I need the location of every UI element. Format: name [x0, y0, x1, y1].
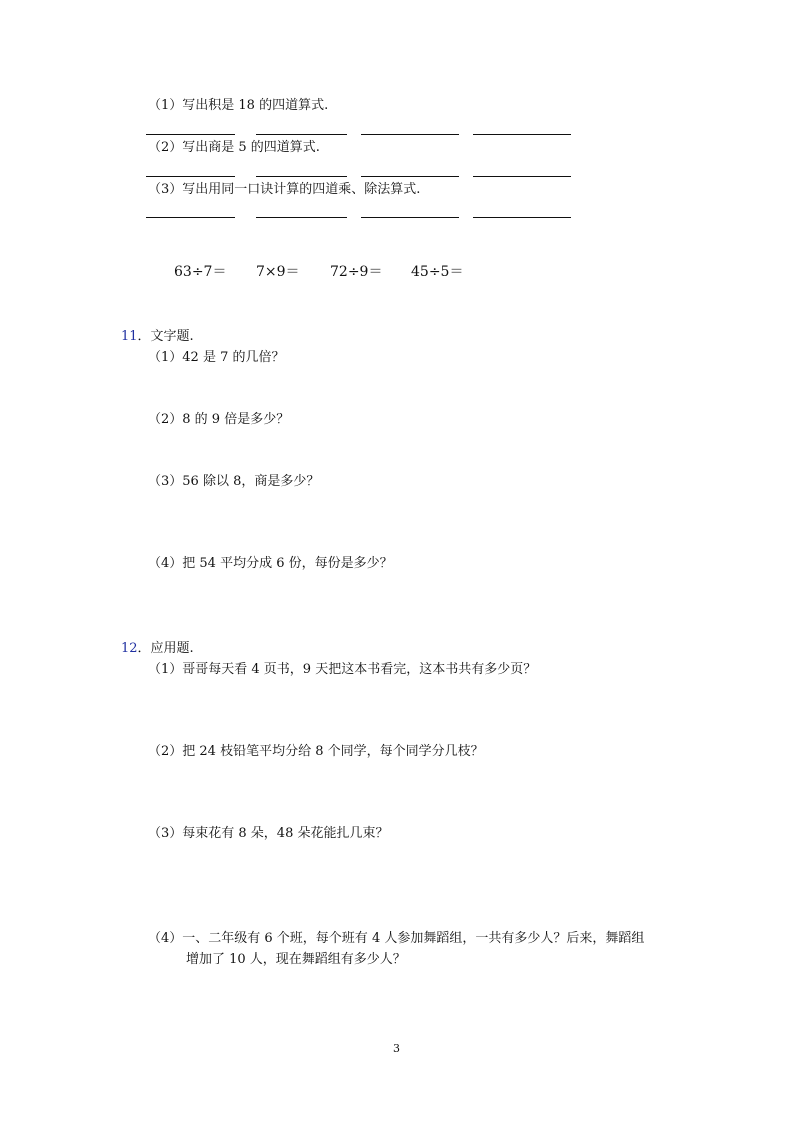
page-number: 3: [393, 1042, 400, 1055]
question-12-heading: [121, 641, 194, 657]
q12-item-4: （4）一、二年级有 6 个班，每个班有 4 人参加舞蹈组，一共有多少人？后来，舞蹈组: [148, 931, 645, 946]
q12-item-3: （3）每束花有 8 朵，48 朵花能扎几束？: [148, 826, 389, 841]
question-number: 11: [121, 329, 138, 344]
item-1-2: （2）写出商是 5 的四道算式.: [148, 140, 320, 155]
item-1-1: （1）写出积是 18 的四道算式.: [148, 98, 329, 113]
q12-item-1: （1）哥哥每天看 4 页书，9 天把这本书看完，这本书共有多少页？: [148, 662, 537, 677]
q11-item-4: （4）把 54 平均分成 6 份，每份是多少？: [148, 556, 393, 571]
question-11-heading: [121, 329, 194, 345]
answer-blank[interactable]: [473, 134, 571, 135]
answer-blank[interactable]: [361, 134, 459, 135]
answer-blank[interactable]: [361, 217, 459, 218]
answer-blank[interactable]: [146, 134, 235, 135]
calc-1: 63÷7＝: [174, 264, 227, 280]
calc-4: 45÷5＝: [411, 264, 464, 280]
answer-blank[interactable]: [256, 134, 347, 135]
calc-2: 7×9＝: [256, 264, 300, 280]
answer-blank[interactable]: [146, 217, 235, 218]
q11-item-3: （3）56 除以 8，商是多少？: [148, 474, 320, 489]
item-1-3: （3）写出用同一口诀计算的四道乘、除法算式.: [148, 182, 421, 197]
question-title: ．文字题.: [137, 329, 194, 344]
answer-blank[interactable]: [473, 217, 571, 218]
q12-item-2: （2）把 24 枝铅笔平均分给 8 个同学，每个同学分几枝？: [148, 744, 484, 759]
answer-blank[interactable]: [256, 176, 347, 177]
q11-item-1: （1）42 是 7 的几倍？: [148, 350, 285, 365]
q12-item-4-continued: 增加了 10 人，现在舞蹈组有多少人？: [186, 952, 406, 967]
answer-blank[interactable]: [146, 176, 235, 177]
answer-blank[interactable]: [361, 176, 459, 177]
q11-item-2: （2）8 的 9 倍是多少？: [148, 412, 290, 427]
question-title: ．应用题.: [137, 641, 194, 656]
answer-blank[interactable]: [256, 217, 347, 218]
question-number: 12: [121, 641, 138, 656]
calc-3: 72÷9＝: [330, 264, 383, 280]
answer-blank[interactable]: [473, 176, 571, 177]
